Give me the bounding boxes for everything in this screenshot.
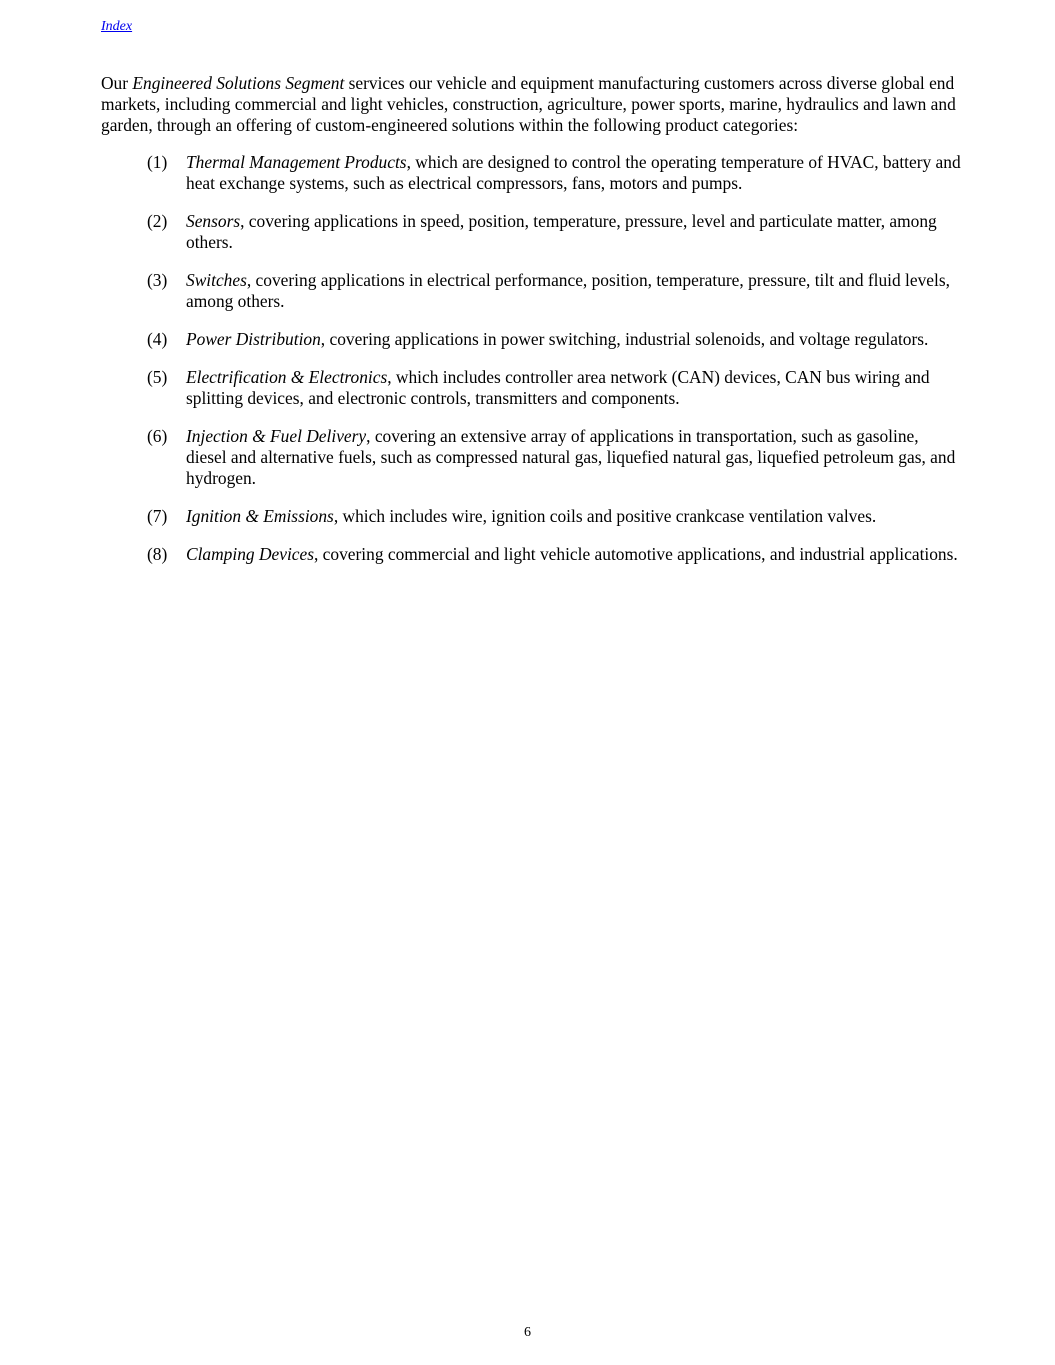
item-text [186,329,962,350]
item-text [186,152,962,194]
category-description: , covering applications in power switching, industrial solenoids, and voltage regulators. [320,329,929,349]
item-number: (7) [147,506,168,526]
item-text [186,544,962,565]
item-number: (2) [147,211,168,231]
segment-name: Engineered Solutions Segment [132,73,345,93]
item-text [186,506,962,527]
category-name: Switches [186,270,247,290]
intro-lead: Our [101,73,133,93]
category-description: , covering an extensive array of applications in transportation, such as gasoline, diesel and alternative fuels, such as compressed natural gas, liquefied natural gas, liquefied petroleum gas, and hydrogen. [186,426,956,488]
list-item [147,270,962,312]
category-name: Ignition & Emissions [186,506,334,526]
intro-paragraph [101,73,961,136]
category-name: Power Distribution [186,329,321,349]
item-number: (1) [147,152,168,172]
category-name: Electrification & Electronics [186,367,388,387]
list-item [147,211,962,253]
intro-rest: services our vehicle and equipment manufacturing customers across diverse global end markets, including commercial and light vehicles, construction, agriculture, power sports, marine, hydraulics and lawn and garden, through an offering of custom-engineered solutions within the following product categories: [101,73,956,135]
category-name: Thermal Management Products [186,152,407,172]
category-name: Sensors [186,211,241,231]
item-number: (6) [147,426,168,446]
category-description: , which includes controller area network (CAN) devices, CAN bus wiring and splitting devices, and electronic controls, transmitters and components. [186,367,930,408]
item-text [186,270,962,312]
item-text [186,426,962,489]
category-description: , covering applications in speed, position, temperature, pressure, level and particulate matter, among others. [186,211,937,252]
list-item [147,544,962,565]
item-number: (5) [147,367,168,387]
item-text [186,367,962,409]
category-description: , which includes wire, ignition coils and positive crankcase ventilation valves. [333,506,877,526]
item-number: (8) [147,544,168,564]
category-name: Injection & Fuel Delivery [186,426,367,446]
item-text [186,211,962,253]
item-number: (4) [147,329,168,349]
list-item [147,426,962,489]
list-item [147,506,962,527]
list-item [147,329,962,350]
index-link[interactable]: Index [101,19,133,34]
category-description: , which are designed to control the operating temperature of HVAC, battery and heat exchange systems, such as electrical compressors, fans, motors and pumps. [186,152,961,193]
list-item [147,367,962,409]
list-item [147,152,962,194]
product-category-list [147,152,962,582]
category-description: , covering commercial and light vehicle automotive applications, and industrial applications. [313,544,958,564]
page-number: 6 [524,1325,531,1340]
category-description: , covering applications in electrical performance, position, temperature, pressure, tilt and fluid levels, among others. [186,270,950,311]
category-name: Clamping Devices [186,544,314,564]
item-number: (3) [147,270,168,290]
